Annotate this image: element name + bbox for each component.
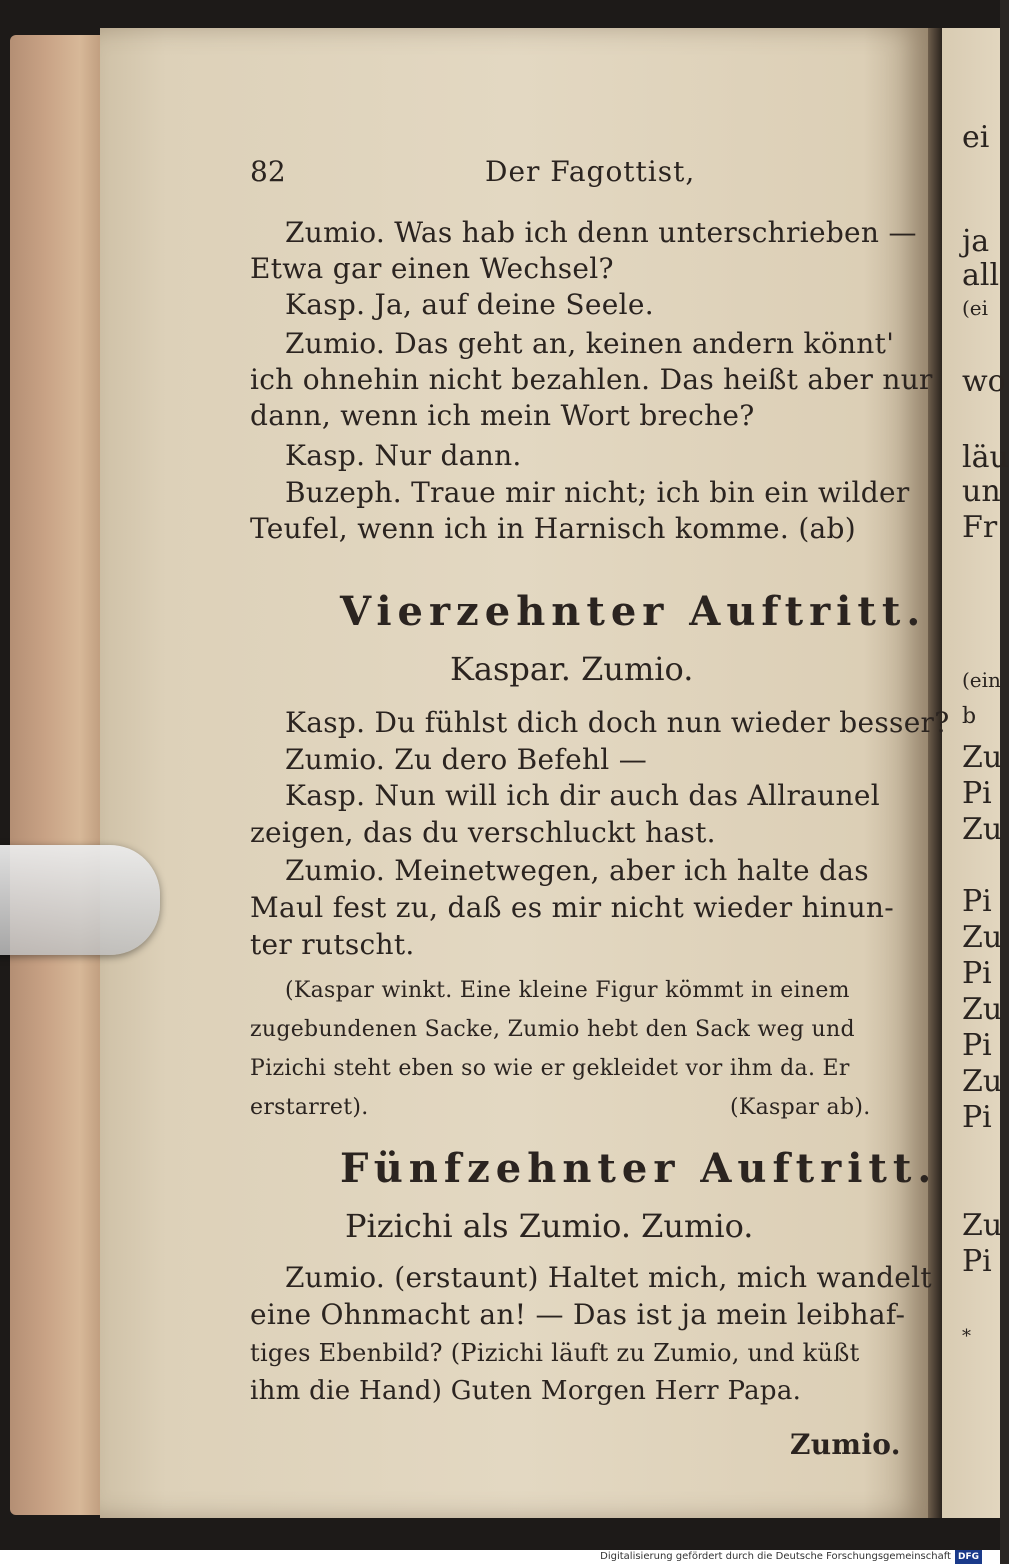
text-line: ter rutscht. (250, 928, 415, 961)
facing-page-fragment: Pi (962, 776, 992, 811)
text-line: Zumio. Meinetwegen, aber ich halte das (285, 854, 869, 887)
scene-15-cast: Pizichi als Zumio. Zumio. (345, 1207, 754, 1245)
footer-text: Digitalisierung gefördert durch die Deutsche Forschungsgemeinschaft (600, 1551, 951, 1562)
facing-page-fragment: un (962, 474, 1001, 509)
facing-page-fragment: Pi (962, 1100, 992, 1135)
running-title: Der Fagottist, (485, 155, 696, 188)
facing-page-fragment: Pi (962, 1244, 992, 1279)
facing-page-fragment: Zu (962, 992, 1003, 1027)
footer-credit (600, 1550, 982, 1564)
facing-page-fragment: Zu (962, 1208, 1003, 1243)
stage-direction: zugebundenen Sacke, Zumio hebt den Sack weg und (250, 1017, 855, 1042)
scene-14-heading: Vierzehnter Auftritt. (340, 588, 927, 635)
catchword: Zumio. (790, 1428, 901, 1461)
book-fore-edge (10, 35, 110, 1515)
text-line: ich ohnehin nicht bezahlen. Das heißt aber nur (250, 363, 933, 396)
facing-page-fragment: läu (962, 440, 1009, 475)
stage-direction-exit: (Kaspar ab). (730, 1095, 871, 1120)
facing-page-fragment: Zu (962, 1064, 1003, 1099)
text-line: tiges Ebenbild? (Pizichi läuft zu Zumio, und küßt (250, 1339, 860, 1367)
facing-page-fragment: ei (962, 120, 990, 155)
facing-page-fragment: b (962, 704, 977, 729)
text-line: Zumio. (erstaunt) Haltet mich, mich wandelt (285, 1261, 932, 1294)
text-line: Maul fest zu, daß es mir nicht wieder hinun- (250, 891, 895, 924)
facing-page-fragment: Pi (962, 884, 992, 919)
dfg-logo: DFG (955, 1550, 982, 1564)
text-line: Teufel, wenn ich in Harnisch komme. (ab) (250, 512, 856, 545)
facing-page-fragment: ja (962, 224, 990, 259)
facing-page-fragment: all (962, 258, 1000, 293)
scene-15-heading: Fünfzehnter Auftritt. (340, 1145, 938, 1192)
text-line: Zumio. Das geht an, keinen andern könnt' (285, 327, 895, 360)
facing-page-fragment: Fr (962, 510, 998, 545)
text-line: Kasp. Du fühlst dich doch nun wieder besser? (285, 706, 950, 739)
facing-page-fragment: wo (962, 364, 1006, 399)
facing-page-fragment: Zu (962, 740, 1003, 775)
text-line: Zumio. Zu dero Befehl — (285, 743, 648, 776)
text-line: Etwa gar einen Wechsel? (250, 252, 614, 285)
facing-page-fragment: Zu (962, 812, 1003, 847)
facing-page-fragment: Pi (962, 1028, 992, 1063)
facing-page-fragment: Pi (962, 956, 992, 991)
stage-direction: erstarret). (250, 1095, 369, 1120)
facing-page (942, 28, 1009, 1518)
facing-page-fragment: * (962, 1326, 971, 1347)
text-line: ihm die Hand) Guten Morgen Herr Papa. (250, 1376, 802, 1406)
text-line: Zumio. Was hab ich denn unterschrieben — (285, 216, 917, 249)
page-holder-clip (0, 845, 160, 955)
text-line: zeigen, das du verschluckt hast. (250, 816, 716, 849)
facing-page-fragment: Zu (962, 920, 1003, 955)
text-line: Kasp. Nun will ich dir auch das Allraunel (285, 779, 880, 812)
stage-direction: Pizichi steht eben so wie er gekleidet vor ihm da. Er (250, 1056, 850, 1081)
page-number: 82 (250, 155, 286, 188)
facing-page-fragment: (ein (962, 668, 1001, 692)
stage-direction: (Kaspar winkt. Eine kleine Figur kömmt in einem (285, 978, 850, 1003)
text-line: Kasp. Nur dann. (285, 439, 522, 472)
text-line: Buzeph. Traue mir nicht; ich bin ein wilder (285, 476, 910, 509)
text-line: eine Ohnmacht an! — Das ist ja mein leibhaf- (250, 1298, 906, 1331)
text-line: dann, wenn ich mein Wort breche? (250, 399, 755, 432)
facing-page-fragment: (ei (962, 296, 989, 320)
text-line: Kasp. Ja, auf deine Seele. (285, 288, 654, 321)
running-head (250, 155, 920, 195)
scene-14-cast: Kaspar. Zumio. (450, 650, 694, 688)
